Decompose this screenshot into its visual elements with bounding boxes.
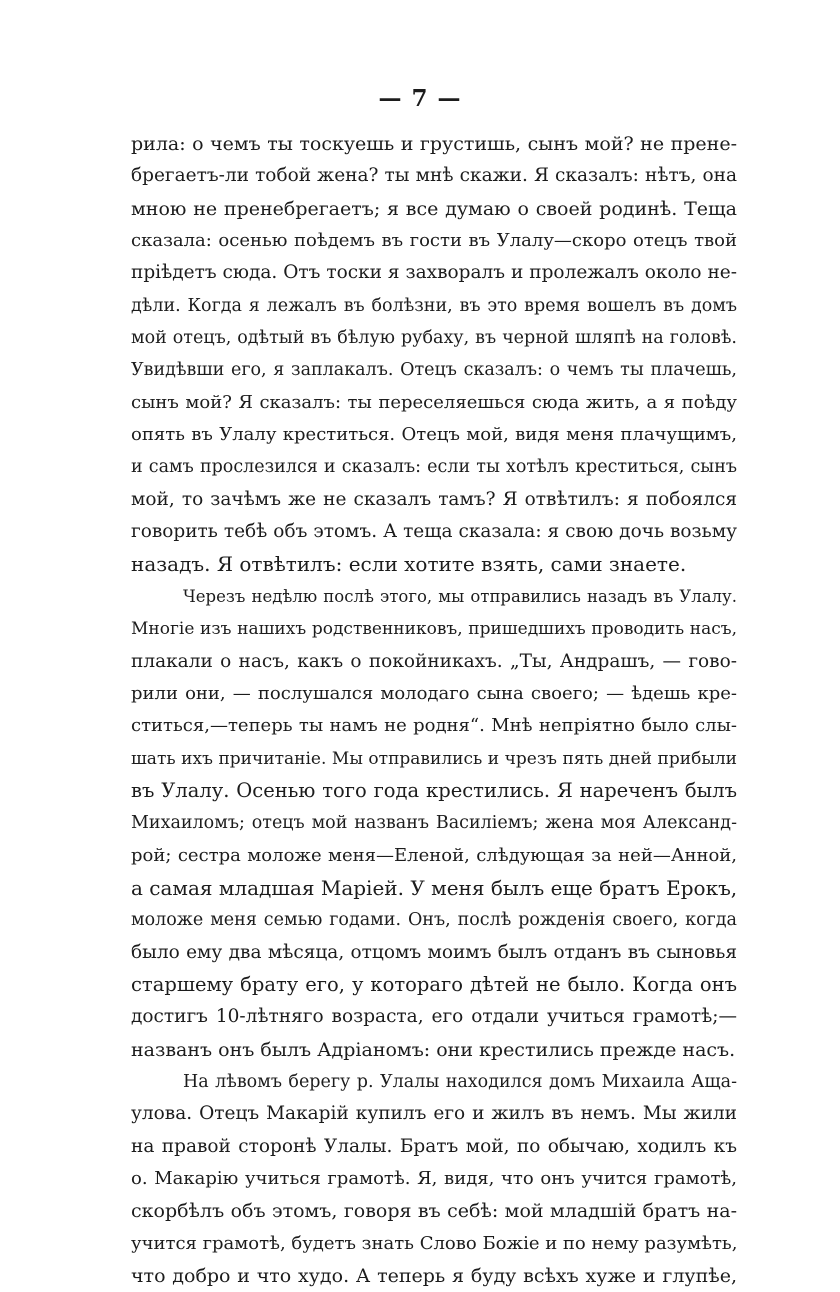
text-line: было ему два мѣсяца, отцомъ моимъ былъ отданъ въ сыновья bbox=[131, 941, 737, 963]
text-line: рила: о чемъ ты тоскуешь и грустишь, сынъ мой? не прене- bbox=[131, 133, 737, 155]
text-line: о. Макарію учиться грамотѣ. Я, видя, что онъ учится грамотѣ, bbox=[131, 1168, 737, 1189]
text-line: сказала: осенью поѣдемъ въ гости въ Улалу—скоро отецъ твой bbox=[131, 230, 737, 252]
text-line: говорить тебѣ объ этомъ. А теща сказала: я свою дочь возьму bbox=[131, 521, 737, 543]
text-line: плакали о насъ, какъ о покойникахъ. „Ты, Андрашъ, — гово- bbox=[131, 650, 737, 672]
text-line: дѣли. Когда я лежалъ въ болѣзни, въ это время вошелъ въ домъ bbox=[131, 295, 737, 316]
text-line: достигъ 10-лѣтняго возраста, его отдали учиться грамотѣ;— bbox=[131, 1006, 737, 1028]
text-line: улова. Отецъ Макарій купилъ его и жилъ въ немъ. Мы жили bbox=[131, 1103, 737, 1125]
text-line: Многіе изъ нашихъ родственниковъ, пришедшихъ проводить насъ, bbox=[131, 619, 737, 640]
page-number: — 7 — bbox=[378, 85, 462, 112]
text-line: а самая младшая Маріей. У меня былъ еще братъ Ерокъ, bbox=[131, 875, 738, 900]
paragraph-end-line: названъ онъ былъ Адріаномъ: они крестились прежде насъ. bbox=[131, 1038, 736, 1061]
text-line: скорбѣлъ объ этомъ, говоря въ себѣ: мой младшій братъ на- bbox=[131, 1200, 737, 1223]
text-line: рили они, — послушался молодаго сына своего; — ѣдешь кре- bbox=[131, 682, 737, 704]
paragraph-start-line: На лѣвомъ берегу р. Улалы находился домъ Михаила Ащa- bbox=[183, 1071, 737, 1092]
paragraph-end-line: назадъ. Я отвѣтилъ: если хотите взять, сами знаете. bbox=[131, 552, 687, 577]
text-line: шать ихъ причитаніе. Мы отправились и чрезъ пять дней прибыли bbox=[131, 748, 737, 769]
text-line: Михаиломъ; отецъ мой названъ Василіемъ; жена моя Александ- bbox=[131, 813, 737, 834]
text-line: брегаетъ-ли тобой жена? ты мнѣ скажи. Я сказалъ: нѣтъ, она bbox=[131, 165, 737, 187]
text-line: рой; сестра моложе меня—Еленой, слѣдующая за ней—Анной, bbox=[131, 844, 737, 866]
text-line: сынъ мой? Я сказалъ: ты переселяешься сюда жить, а я поѣду bbox=[131, 391, 737, 413]
text-line: что добро и что худо. А теперь я буду всѣхъ хуже и глупѣе, bbox=[131, 1265, 737, 1288]
text-line: ститься,—теперь ты намъ не родня“. Мнѣ непріятно было слы- bbox=[131, 715, 737, 737]
paragraph-start-line: Черезъ недѣлю послѣ этого, мы отправились назадъ въ Улалу. bbox=[183, 586, 737, 606]
text-line: пріѣдетъ сюда. Отъ тоски я захворалъ и пролежалъ около не- bbox=[131, 262, 737, 284]
text-line: и самъ прослезился и сказалъ: если ты хотѣлъ креститься, сынъ bbox=[131, 457, 737, 478]
text-line: мною не пренебрегаетъ; я все думаю о своей родинѣ. Теща bbox=[131, 197, 737, 220]
text-line: мой, то зачѣмъ же не сказалъ тамъ? Я отвѣтилъ: я побоялся bbox=[131, 488, 737, 510]
text-body bbox=[131, 128, 737, 1292]
text-line: моложе меня семью годами. Онъ, послѣ рожденія своего, когда bbox=[131, 910, 737, 931]
text-line: учится грамотѣ, будетъ знать Слово Божіе и по нему разумѣть, bbox=[131, 1232, 738, 1254]
text-line: опять въ Улалу креститься. Отецъ мой, видя меня плачущимъ, bbox=[131, 424, 737, 446]
text-line: на правой сторонѣ Улалы. Братъ мой, по обычаю, ходилъ къ bbox=[131, 1135, 737, 1157]
text-line: мой отецъ, одѣтый въ бѣлую рубаху, въ черной шляпѣ на головѣ. bbox=[131, 328, 737, 349]
text-line: старшему брату его, у котораго дѣтей не было. Когда онъ bbox=[131, 972, 737, 996]
text-line: въ Улалу. Осенью того года крестились. Я нареченъ былъ bbox=[131, 778, 737, 802]
text-line: Увидѣвши его, я заплакалъ. Отецъ сказалъ: о чемъ ты плачешь, bbox=[131, 360, 737, 381]
